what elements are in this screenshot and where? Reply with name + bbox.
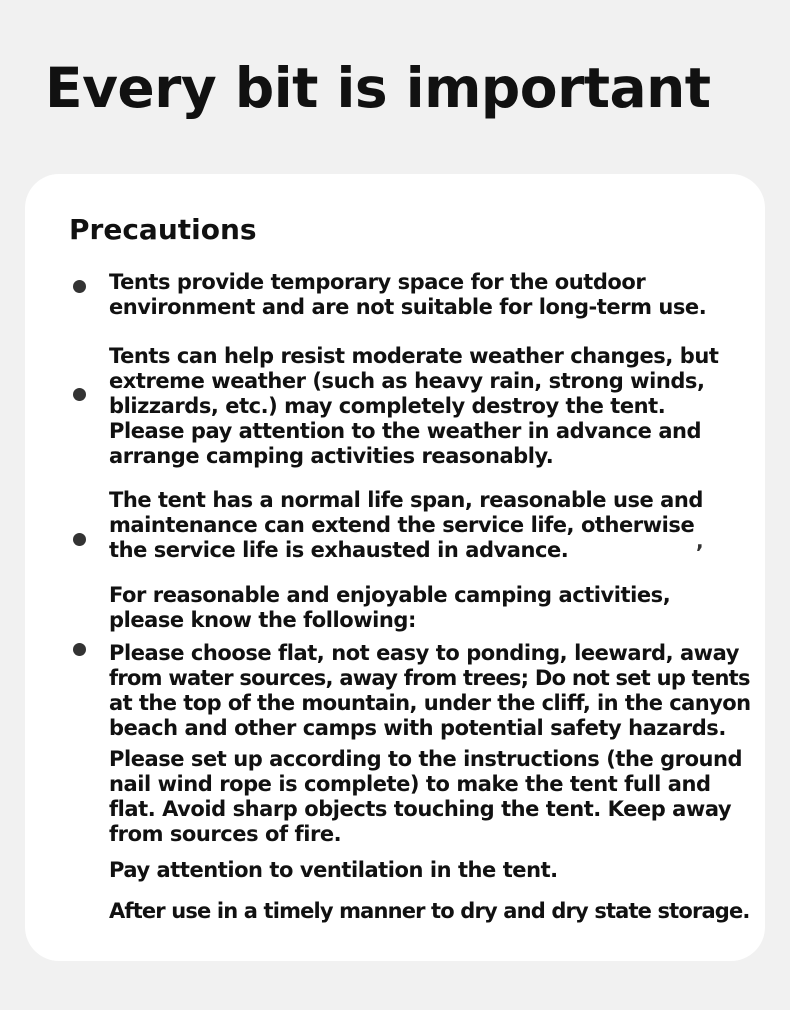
item-text-line: environment and are not suitable for long-term use. — [109, 295, 707, 319]
item-intro-line: please know the following: — [109, 608, 416, 632]
sub-item-text-line: Please set up according to the instructions (the ground — [109, 747, 743, 771]
sub-item-text-line: Please choose flat, not easy to ponding, leeward, away — [109, 641, 739, 665]
item-text-line: the service life is exhausted in advance. — [109, 538, 569, 562]
item-text-line: blizzards, etc.) may completely destroy the tent. — [109, 394, 666, 418]
sub-item-text-line: from water sources, away from trees; Do not set up tents — [109, 666, 750, 690]
stray-comma-mark: , — [696, 529, 704, 553]
bullet-icon — [73, 533, 86, 546]
bullet-icon — [73, 280, 86, 293]
sub-item-text-line: at the top of the mountain, under the cliff, in the canyon — [109, 691, 751, 715]
sub-item-text-line: flat. Avoid sharp objects touching the tent. Keep away — [109, 797, 732, 821]
sub-item-text-line: from sources of fire. — [109, 822, 342, 846]
section-title: Precautions — [69, 213, 257, 246]
sub-item-text-line: After use in a timely manner to dry and dry state storage. — [109, 899, 750, 923]
item-text-line: maintenance can extend the service life, otherwise — [109, 513, 695, 537]
item-text-line: Tents can help resist moderate weather changes, but — [109, 344, 719, 368]
item-text-line: Please pay attention to the weather in advance and — [109, 419, 702, 443]
precautions-card — [25, 174, 765, 961]
page-title: Every bit is important — [45, 56, 711, 120]
sub-item-text-line: nail wind rope is complete) to make the tent full and — [109, 772, 711, 796]
bullet-icon — [73, 643, 86, 656]
item-text-line: extreme weather (such as heavy rain, strong winds, — [109, 369, 705, 393]
item-text-line: arrange camping activities reasonably. — [109, 444, 554, 468]
item-text-line: The tent has a normal life span, reasonable use and — [109, 488, 703, 512]
item-intro-line: For reasonable and enjoyable camping activities, — [109, 583, 671, 607]
sub-item-text-line: Pay attention to ventilation in the tent. — [109, 858, 558, 882]
sub-item-text-line: beach and other camps with potential safety hazards. — [109, 716, 726, 740]
bullet-icon — [73, 388, 86, 401]
item-text-line: Tents provide temporary space for the outdoor — [109, 270, 646, 294]
